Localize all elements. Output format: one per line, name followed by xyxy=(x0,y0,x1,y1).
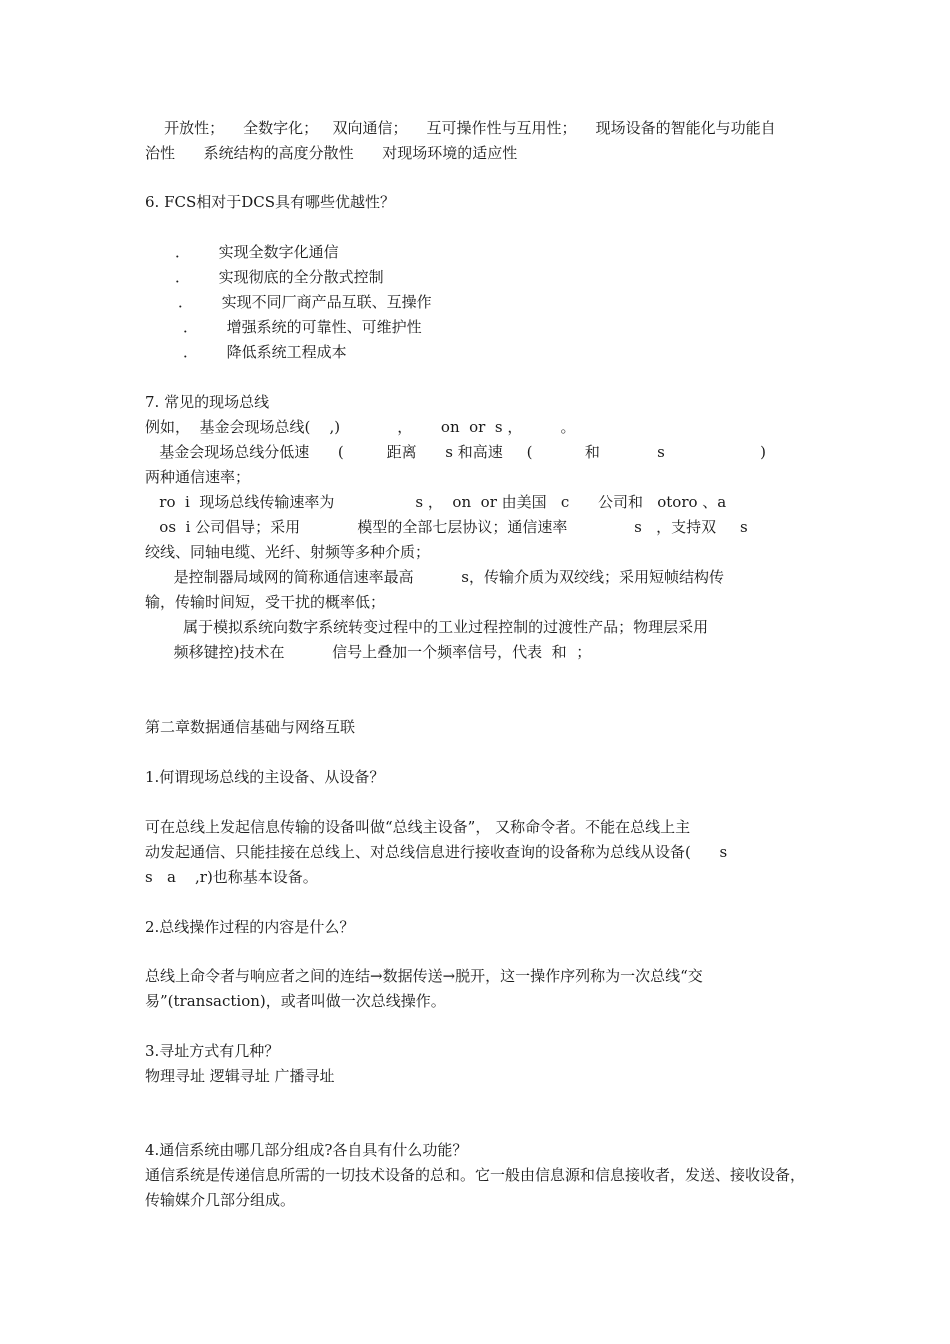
text-line: 属于模拟系统向数字系统转变过程中的工业过程控制的过渡性产品；物理层采用 xyxy=(145,618,709,636)
text-line: 基金会现场总线分低速 ( 距离 s 和高速 ( 和 s ) xyxy=(145,443,767,461)
list-item: ． 增强系统的可靠性、可维护性 xyxy=(183,318,422,336)
text-line: 总线上命令者与响应者之间的连结→数据传送→脱开，这一操作序列称为一次总线“交 xyxy=(145,967,703,985)
text-line: 易”(transaction)，或者叫做一次总线操作。 xyxy=(145,992,446,1010)
question-heading: 2.总线操作过程的内容是什么？ xyxy=(145,918,355,936)
text-line: 频移键控)技术在 信号上叠加一个频率信号，代表 和 ； xyxy=(145,643,592,661)
question-heading: 3.寻址方式有几种？ xyxy=(145,1042,280,1060)
text-line: 物理寻址 逻辑寻址 广播寻址 xyxy=(145,1067,335,1085)
question-heading: 6. FCS相对于DCS具有哪些优越性？ xyxy=(145,193,396,211)
list-item: ． 降低系统工程成本 xyxy=(183,343,347,361)
text-line: os i 公司倡导；采用 模型的全部七层协议；通信速率 s ，支持双 s xyxy=(145,518,748,536)
text-line: 开放性； 全数字化； 双向通信； 互可操作性与互用性； 现场设备的智能化与功能自 xyxy=(145,119,776,137)
list-item: ． 实现彻底的全分散式控制 xyxy=(175,268,384,286)
text-line: 治性 系统结构的高度分散性 对现场环境的适应性 xyxy=(145,144,518,162)
text-line: 绞线、同轴电缆、光纤、射频等多种介质； xyxy=(145,543,431,561)
text-line: s a ,r)也称基本设备。 xyxy=(145,868,318,886)
text-line: 两种通信速率； xyxy=(145,468,251,486)
text-line: 通信系统是传递信息所需的一切技术设备的总和。它一般由信息源和信息接收者，发送、接收设备， xyxy=(145,1166,806,1184)
list-item: ． 实现不同厂商产品互联、互操作 xyxy=(178,293,432,311)
text-line: 动发起通信、只能挂接在总线上、对总线信息进行接收查询的设备称为总线从设备( s xyxy=(145,843,728,861)
text-line: 可在总线上发起信息传输的设备叫做“总线主设备”， 又称命令者。不能在总线上主 xyxy=(145,818,691,836)
text-line: 例如， 基金会现场总线( ,) ， on or s ， 。 xyxy=(145,418,576,436)
text-line: 输，传输时间短，受干扰的概率低； xyxy=(145,593,386,611)
text-line: 是控制器局域网的简称通信速率最高 s，传输介质为双绞线；采用短帧结构传 xyxy=(145,568,724,586)
text-line: ro i 现场总线传输速率为 s ， on or 由美国 c 公司和 otoro 、a xyxy=(145,493,727,511)
list-item: ． 实现全数字化通信 xyxy=(175,243,339,261)
question-heading: 7. 常见的现场总线 xyxy=(145,393,270,411)
question-heading: 1.何谓现场总线的主设备、从设备？ xyxy=(145,768,385,786)
text-line: 传输媒介几部分组成。 xyxy=(145,1191,296,1209)
question-heading: 4.通信系统由哪几部分组成?各自具有什么功能？ xyxy=(145,1141,468,1159)
chapter-heading: 第二章数据通信基础与网络互联 xyxy=(145,718,356,736)
